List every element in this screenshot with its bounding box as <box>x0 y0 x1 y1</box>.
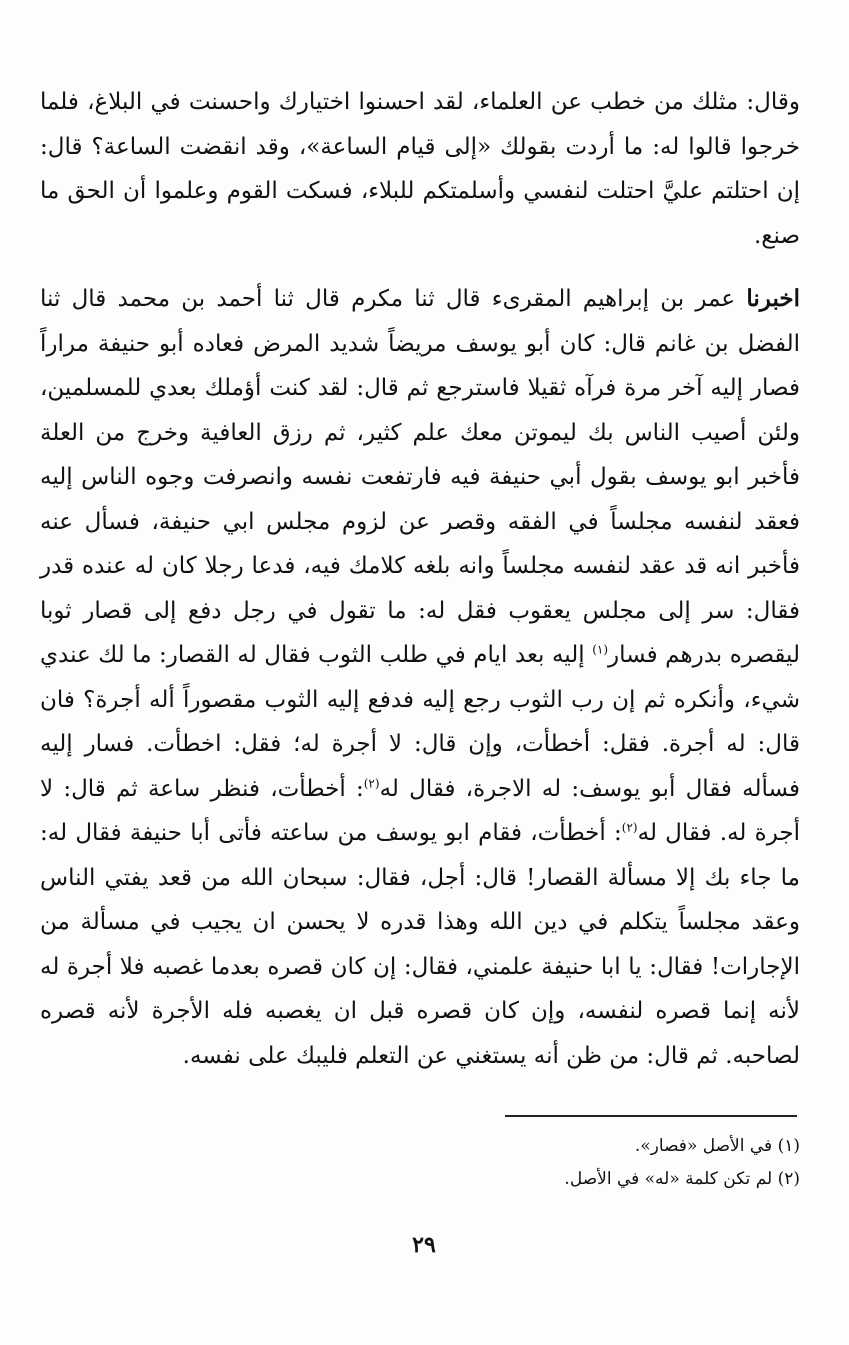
page-number: ٢٩ <box>412 1232 436 1258</box>
paragraph-2-part-4: : أخطأت، فقام ابو يوسف من ساعته فأتى أبا حنيفة فقال له: ما جاء بك إلا مسألة القصار! قال: أجل، فقال: سبحان الله من قعد يفتي الناس وعقد مجلساً يتكلم في دين الله وهذا قدره لا يحسن ان يجيب في مسألة من الإجارات! فقال: يا ابا حنيفة علمني، فقال: إن كان قصره بعدما غصبه فلا أجرة له لأنه إنما قصره لنفسه، وإن كان قصره قبل ان يغصبه فله الأجرة لأنه قصره لصاحبه. ثم قال: من ظن أنه يستغني عن التعلم فليبك على نفسه. <box>40 820 800 1069</box>
footnote-ref-1: (١) <box>592 642 609 657</box>
paragraph-2 <box>40 277 800 1078</box>
footnote-divider <box>505 1115 797 1117</box>
paragraph-2-part-1: عمر بن إبراهيم المقرىء قال ثنا مكرم قال ثنا أحمد بن محمد قال ثنا الفضل بن غانم قال: كان أبو يوسف مريضاً شديد المرض فعاده أبو حنيفة مراراً فصار إليه آخر مرة فرآه ثقيلا فاسترجع ثم قال: لقد كنت أؤملك بعدي للمسلمين، ولئن أصيب الناس بك ليموتن معك علم كثير، ثم رزق العافية وخرج من العلة فأخبر ابو يوسف بقول أبي حنيفة فيه فارتفعت نفسه وانصرفت وجوه الناس إليه فعقد لنفسه مجلساً في الفقه وقصر عن لزوم مجلس ابي حنيفة، فسأل عنه فأخبر انه قد عقد لنفسه مجلساً وانه بلغه كلامك فيه، فدعا رجلا كان له عنده قدر فقال: سر إلى مجلس يعقوب فقل له: ما تقول في رجل دفع إلى قصار ثوبا ليقصره بدرهم فسار <box>40 286 800 668</box>
footnotes <box>300 1130 800 1196</box>
footnote-2: (٢) لم تكن كلمة «له» في الأصل. <box>564 1169 800 1189</box>
footnote-ref-2: (٢) <box>363 775 380 790</box>
paragraph-1-text: وقال: مثلك من خطب عن العلماء، لقد احسنوا اختيارك واحسنت في البلاغ، فلما خرجوا قالوا له: ما أردت بقولك «إلى قيام الساعة»، وقد انقضت الساعة؟ قال: إن احتلتم عليَّ احتلت لنفسي وأسلمتكم للبلاء، فسكت القوم وعلموا أن الحق ما صنع. <box>40 89 800 249</box>
footnote-1: (١) في الأصل «فصار». <box>634 1136 800 1156</box>
paragraph-2-part-3: : أخطأت، فنظر ساعة ثم قال: لا أجرة له. فقال له <box>40 775 800 846</box>
paragraph-lead-word: اخبرنا <box>746 285 800 312</box>
footnote-ref-2-repeat: (٢) <box>621 820 638 835</box>
paragraph-1 <box>40 80 800 258</box>
paragraph-2-part-2: إليه بعد ايام في طلب الثوب فقال له القصار: ما لك عندي شيء، وأنكره ثم إن رب الثوب رجع إليه فدفع إليه الثوب مقصوراً أله أجرة؟ فان قال: له أجرة. فقل: أخطأت، وإن قال: لا أجرة له؛ فقل: اخطأت. فسار إليه فسأله فقال أبو يوسف: له الاجرة، فقال له <box>40 642 800 802</box>
paragraph-2-text <box>40 277 800 1078</box>
